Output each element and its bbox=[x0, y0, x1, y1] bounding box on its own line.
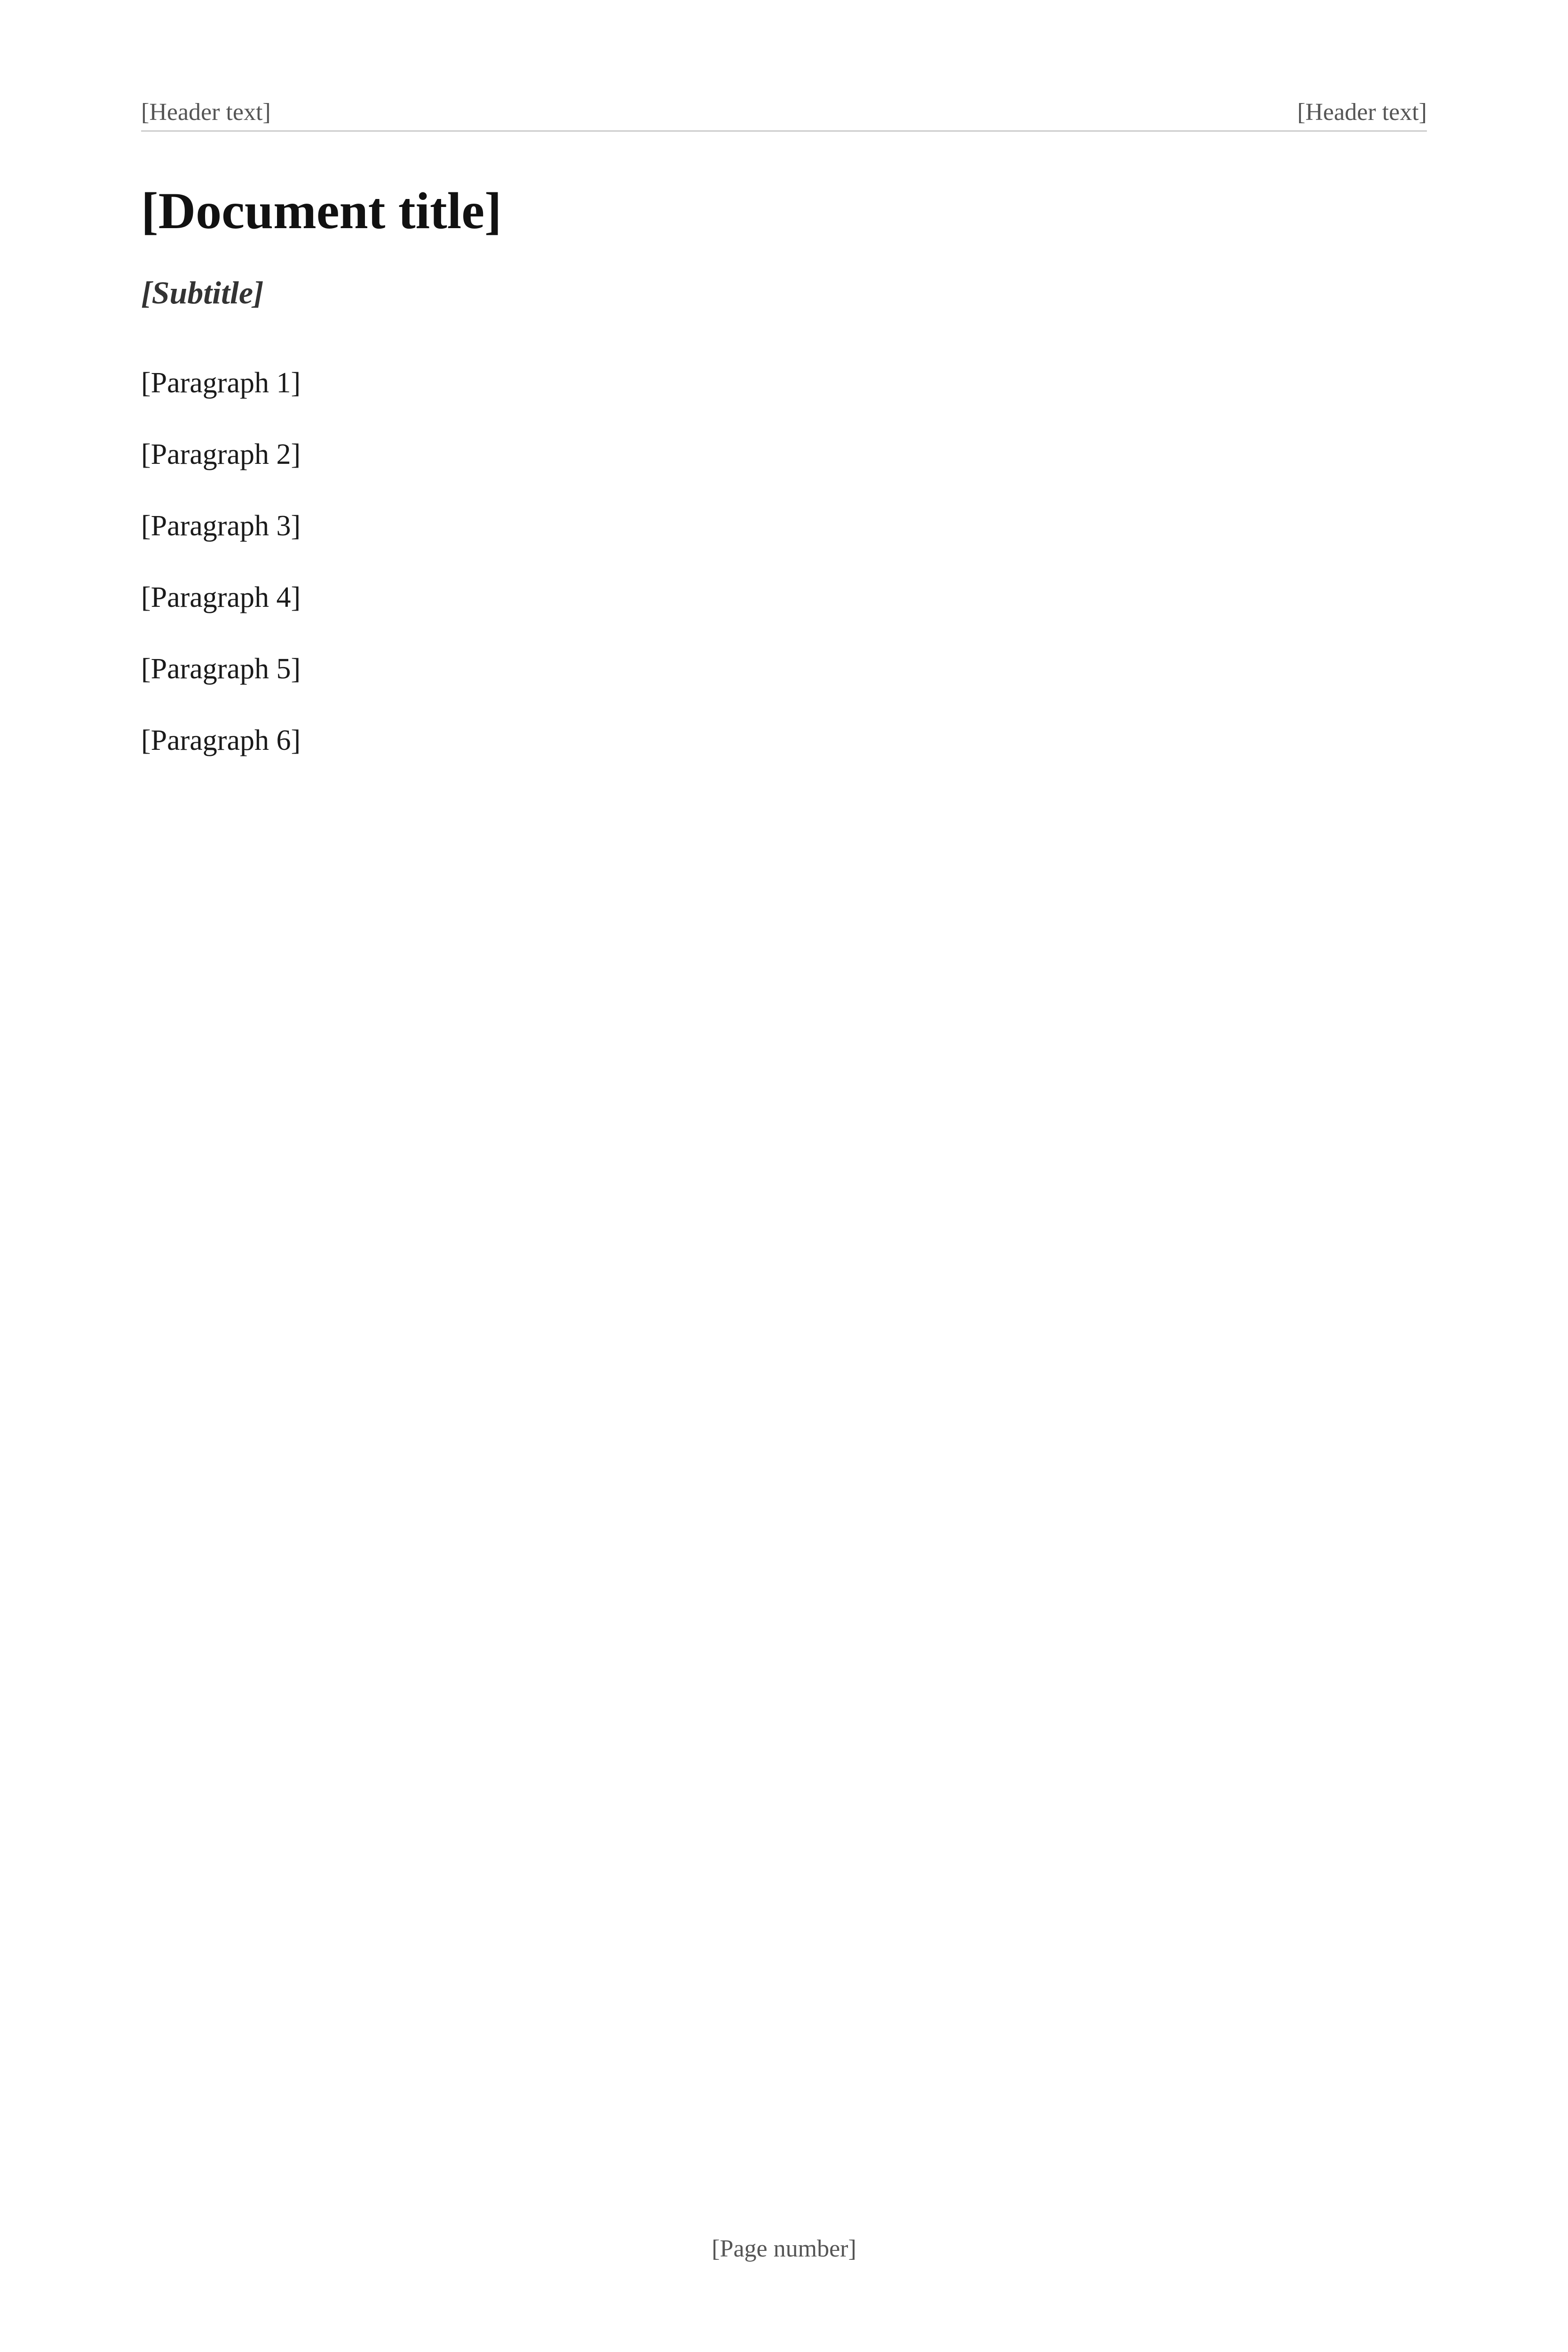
document-subtitle: [Subtitle] bbox=[141, 274, 264, 310]
page-number: [Page number] bbox=[712, 2235, 856, 2262]
header-left-text: [Header text] bbox=[141, 99, 271, 126]
document-title: [Document title] bbox=[141, 182, 502, 239]
paragraph: [Paragraph 5] bbox=[141, 653, 301, 685]
paragraph: [Paragraph 6] bbox=[141, 724, 301, 757]
page-footer bbox=[141, 2230, 1427, 2267]
header-right-text: [Header text] bbox=[1297, 99, 1427, 126]
page-content bbox=[141, 179, 1427, 2173]
paragraph: [Paragraph 2] bbox=[141, 438, 301, 470]
page-header bbox=[141, 94, 1427, 132]
paragraph: [Paragraph 3] bbox=[141, 510, 301, 542]
paragraph: [Paragraph 4] bbox=[141, 581, 301, 614]
paragraph: [Paragraph 1] bbox=[141, 366, 301, 399]
